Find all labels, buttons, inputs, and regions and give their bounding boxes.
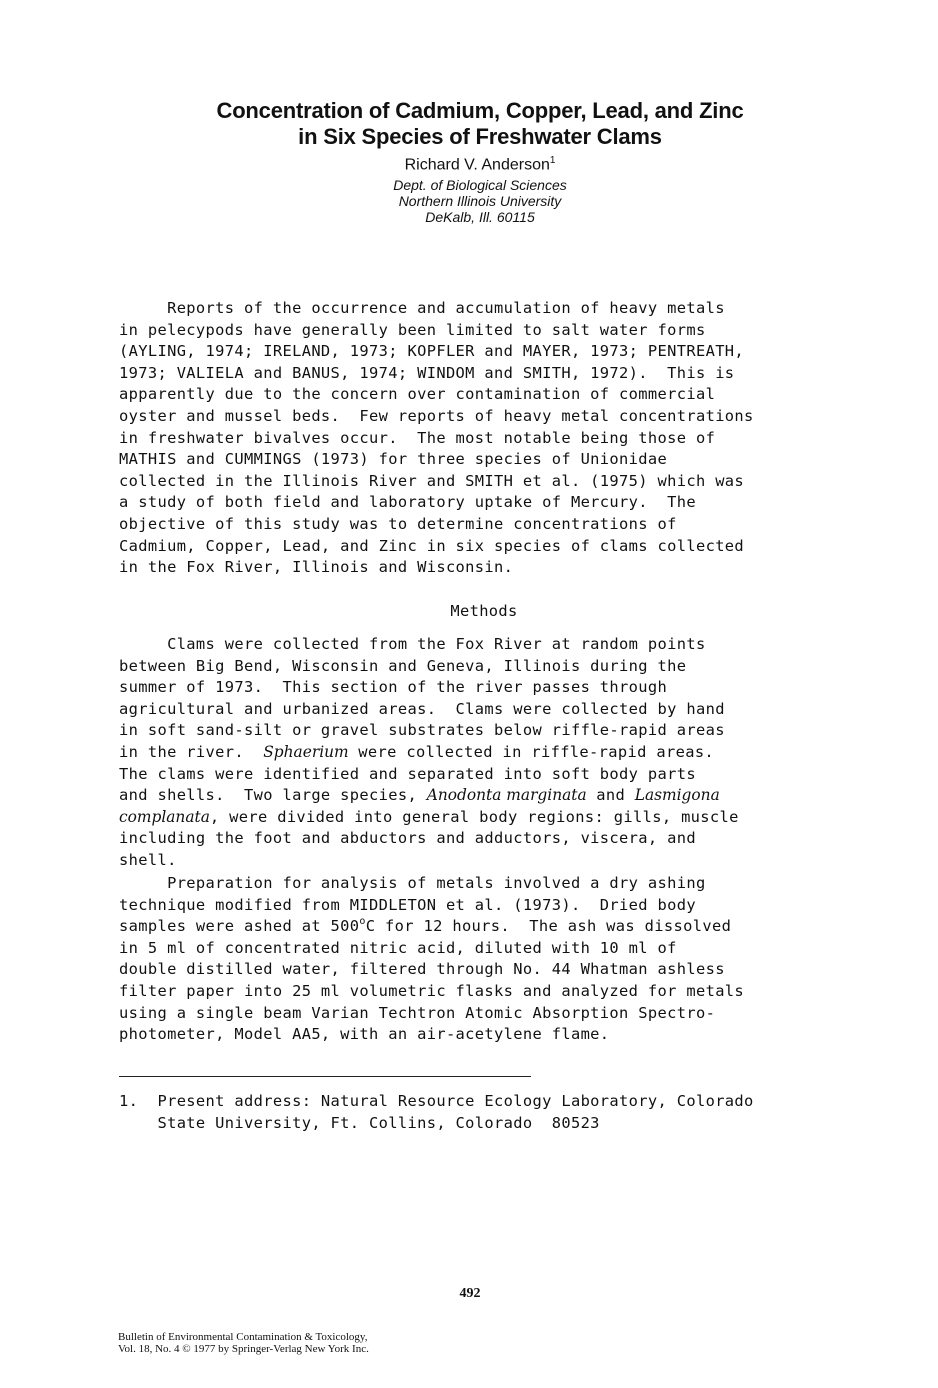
author-text: Richard V. Anderson [404,156,550,174]
text-line [119,916,849,938]
text-segment: samples were ashed at 500 [119,917,360,936]
text-line: Clams were collected from the Fox River at random points [119,635,706,653]
text-segment: were collected in riffle-rapid areas. [348,742,715,761]
introduction-paragraph [119,298,849,579]
citation-line: Bulletin of Environmental Contamination & Toxicology, [118,1331,368,1343]
text-line: double distilled water, filtered through No. 44 Whatman ashless [119,960,725,979]
footnote-divider [119,1076,531,1077]
text-line [119,807,849,829]
text-segment: in the river. [119,742,264,761]
text-line: objective of this study was to determine concentrations of [119,514,677,533]
text-line: Reports of the occurrence and accumulation of heavy metals [119,299,725,317]
methods-heading: Methods [450,602,518,620]
text-line: in the Fox River, Illinois and Wisconsin. [119,558,514,577]
text-line: between Big Bend, Wisconsin and Geneva, Illinois during the [119,656,687,675]
species-name-italic: Sphaerium [263,742,349,761]
author-name [110,151,850,175]
text-line: shell. [119,850,177,869]
footnote [119,1091,849,1134]
text-line: MATHIS and CUMMINGS (1973) for three species of Unionidae [119,450,668,469]
text-line: collected in the Illinois River and SMITH et al. (1975) which was [119,471,745,490]
text-line [119,742,849,764]
text-line: agricultural and urbanized areas. Clams were collected by hand [119,699,725,718]
text-line: in 5 ml of concentrated nitric acid, diluted with 10 ml of [119,938,677,957]
text-line: The clams were identified and separated into soft body parts [119,764,696,783]
author-affiliation [110,177,850,225]
text-line: using a single beam Varian Techtron Atomic Absorption Spectro- [119,1003,716,1022]
text-segment: and [586,786,635,805]
text-line: (AYLING, 1974; IRELAND, 1973; KOPFLER and MAYER, 1973; PENTREATH, [119,342,745,361]
paper-title [110,98,850,150]
text-line: apparently due to the concern over contamination of commercial [119,385,716,404]
journal-citation [118,1331,369,1355]
text-segment: C for 12 hours. The ash was dissolved [365,917,732,936]
title-line-1: Concentration of Cadmium, Copper, Lead, and Zinc [216,98,744,123]
title-line-2: in Six Species of Freshwater Clams [298,124,662,149]
degree-mark: o [359,916,366,928]
species-name-italic: complanata [119,807,210,826]
text-line: Cadmium, Copper, Lead, and Zinc in six species of clams collected [119,536,745,555]
methods-paragraph-collection [119,634,849,872]
text-line: filter paper into 25 ml volumetric flasks and analyzed for metals [119,981,745,1000]
methods-paragraph-preparation [119,873,849,1046]
text-line: in soft sand-silt or gravel substrates below riffle-rapid areas [119,721,725,740]
text-line: photometer, Model AA5, with an air-acetylene flame. [119,1025,610,1044]
page-number: 492 [459,1286,481,1301]
text-line: oyster and mussel beds. Few reports of heavy metal concentrations [119,406,754,425]
text-line: 1973; VALIELA and BANUS, 1974; WINDOM and SMITH, 1972). This is [119,363,735,382]
species-name-italic: Lasmigona [634,786,720,805]
footnote-line: 1. Present address: Natural Resource Ecology Laboratory, Colorado [119,1092,754,1110]
text-line: technique modified from MIDDLETON et al. (1973). Dried body [119,895,696,914]
text-line: in freshwater bivalves occur. The most notable being those of [119,428,716,447]
text-line [119,785,849,807]
affiliation-line: Dept. of Biological Sciences [393,177,567,193]
footnote-line: State University, Ft. Collins, Colorado 80523 [119,1113,600,1132]
text-line: a study of both field and laboratory uptake of Mercury. The [119,493,696,512]
citation-line: Vol. 18, No. 4 © 1977 by Springer-Verlag New York Inc. [118,1343,369,1355]
text-segment: and shells. Two large species, [119,786,427,805]
affiliation-line: DeKalb, Ill. 60115 [425,209,535,225]
species-name-italic: Anodonta marginata [426,786,587,805]
author-footnote-mark: 1 [549,155,556,166]
text-line: Preparation for analysis of metals involved a dry ashing [119,874,706,892]
affiliation-line: Northern Illinois University [398,193,562,209]
text-line: summer of 1973. This section of the river passes through [119,678,668,697]
text-segment: , were divided into general body regions: gills, muscle [209,807,739,826]
text-line: in pelecypods have generally been limited to salt water forms [119,320,706,339]
text-line: including the foot and abductors and adductors, viscera, and [119,829,696,848]
